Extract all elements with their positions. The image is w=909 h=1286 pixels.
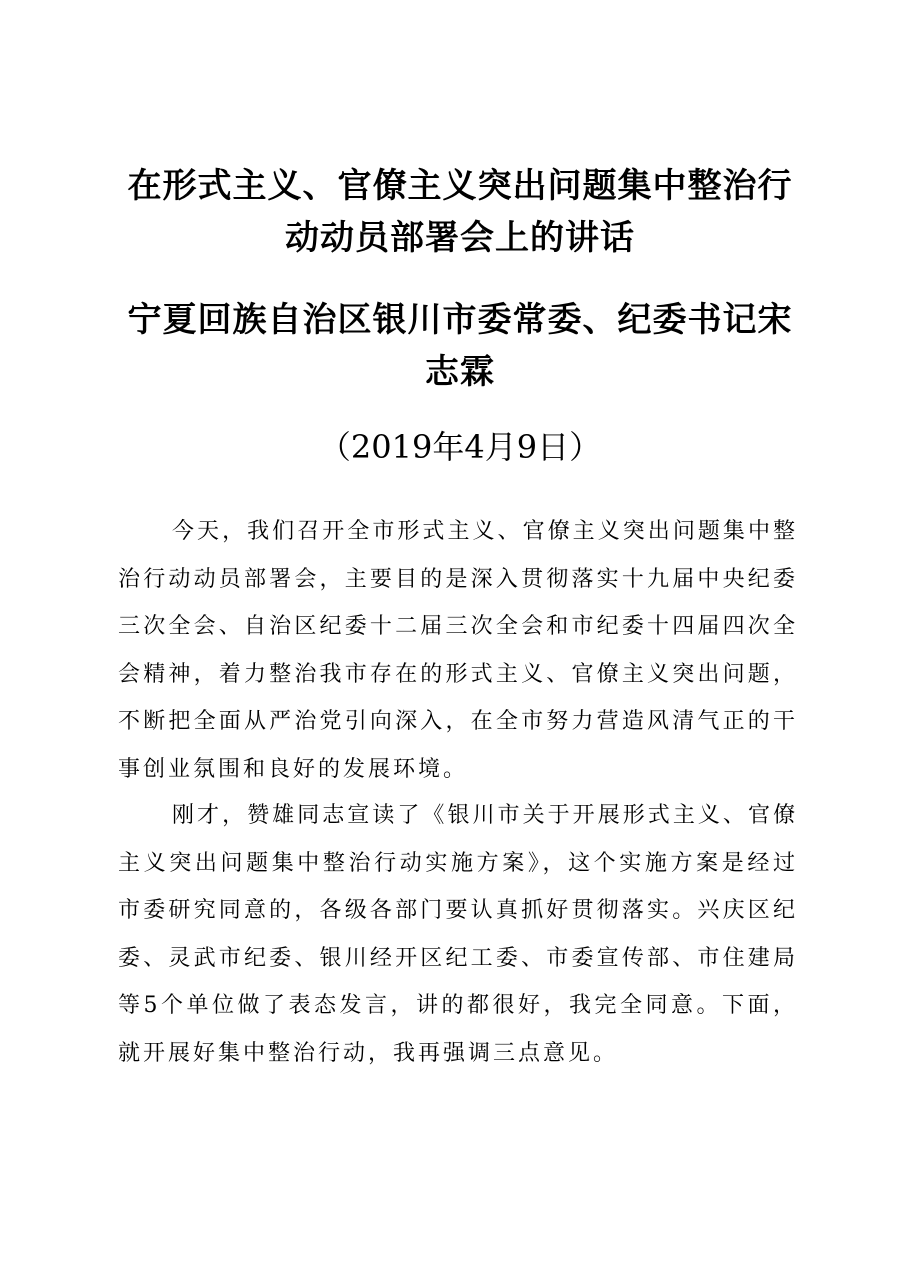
body-paragraph: 今天，我们召开全市形式主义、官僚主义突出问题集中整治行动动员部署会，主要目的是深入贯彻落实十九届中央纪委三次全会、自治区纪委十二届三次全会和市纪委十四届四次全会精神，着力整治我市存在的形式主义、官僚主义突出问题，不断把全面从严治党引向深入，在全市努力营造风清气正的干事创业氛围和良好的发展环境。 <box>118 519 798 782</box>
document-title: 在形式主义、官僚主义突出问题集中整治行动动员部署会上的讲话 <box>127 166 793 258</box>
speaker-line: 宁夏回族自治区银川市委常委、纪委书记宋志霖 <box>127 300 793 392</box>
speech-date: （2019年4月9日） <box>318 428 602 466</box>
body-paragraph: 刚才，赞雄同志宣读了《银川市关于开展形式主义、官僚主义突出问题集中整治行动实施方案》，这个实施方案是经过市委研究同意的，各级各部门要认真抓好贯彻落实。兴庆区纪委、灵武市纪委、银川经开区纪工委、市委宣传部、市住建局等5个单位做了表态发言，讲的都很好，我完全同意。下面，就开展好集中整治行动，我再强调三点意见。 <box>118 803 798 1066</box>
